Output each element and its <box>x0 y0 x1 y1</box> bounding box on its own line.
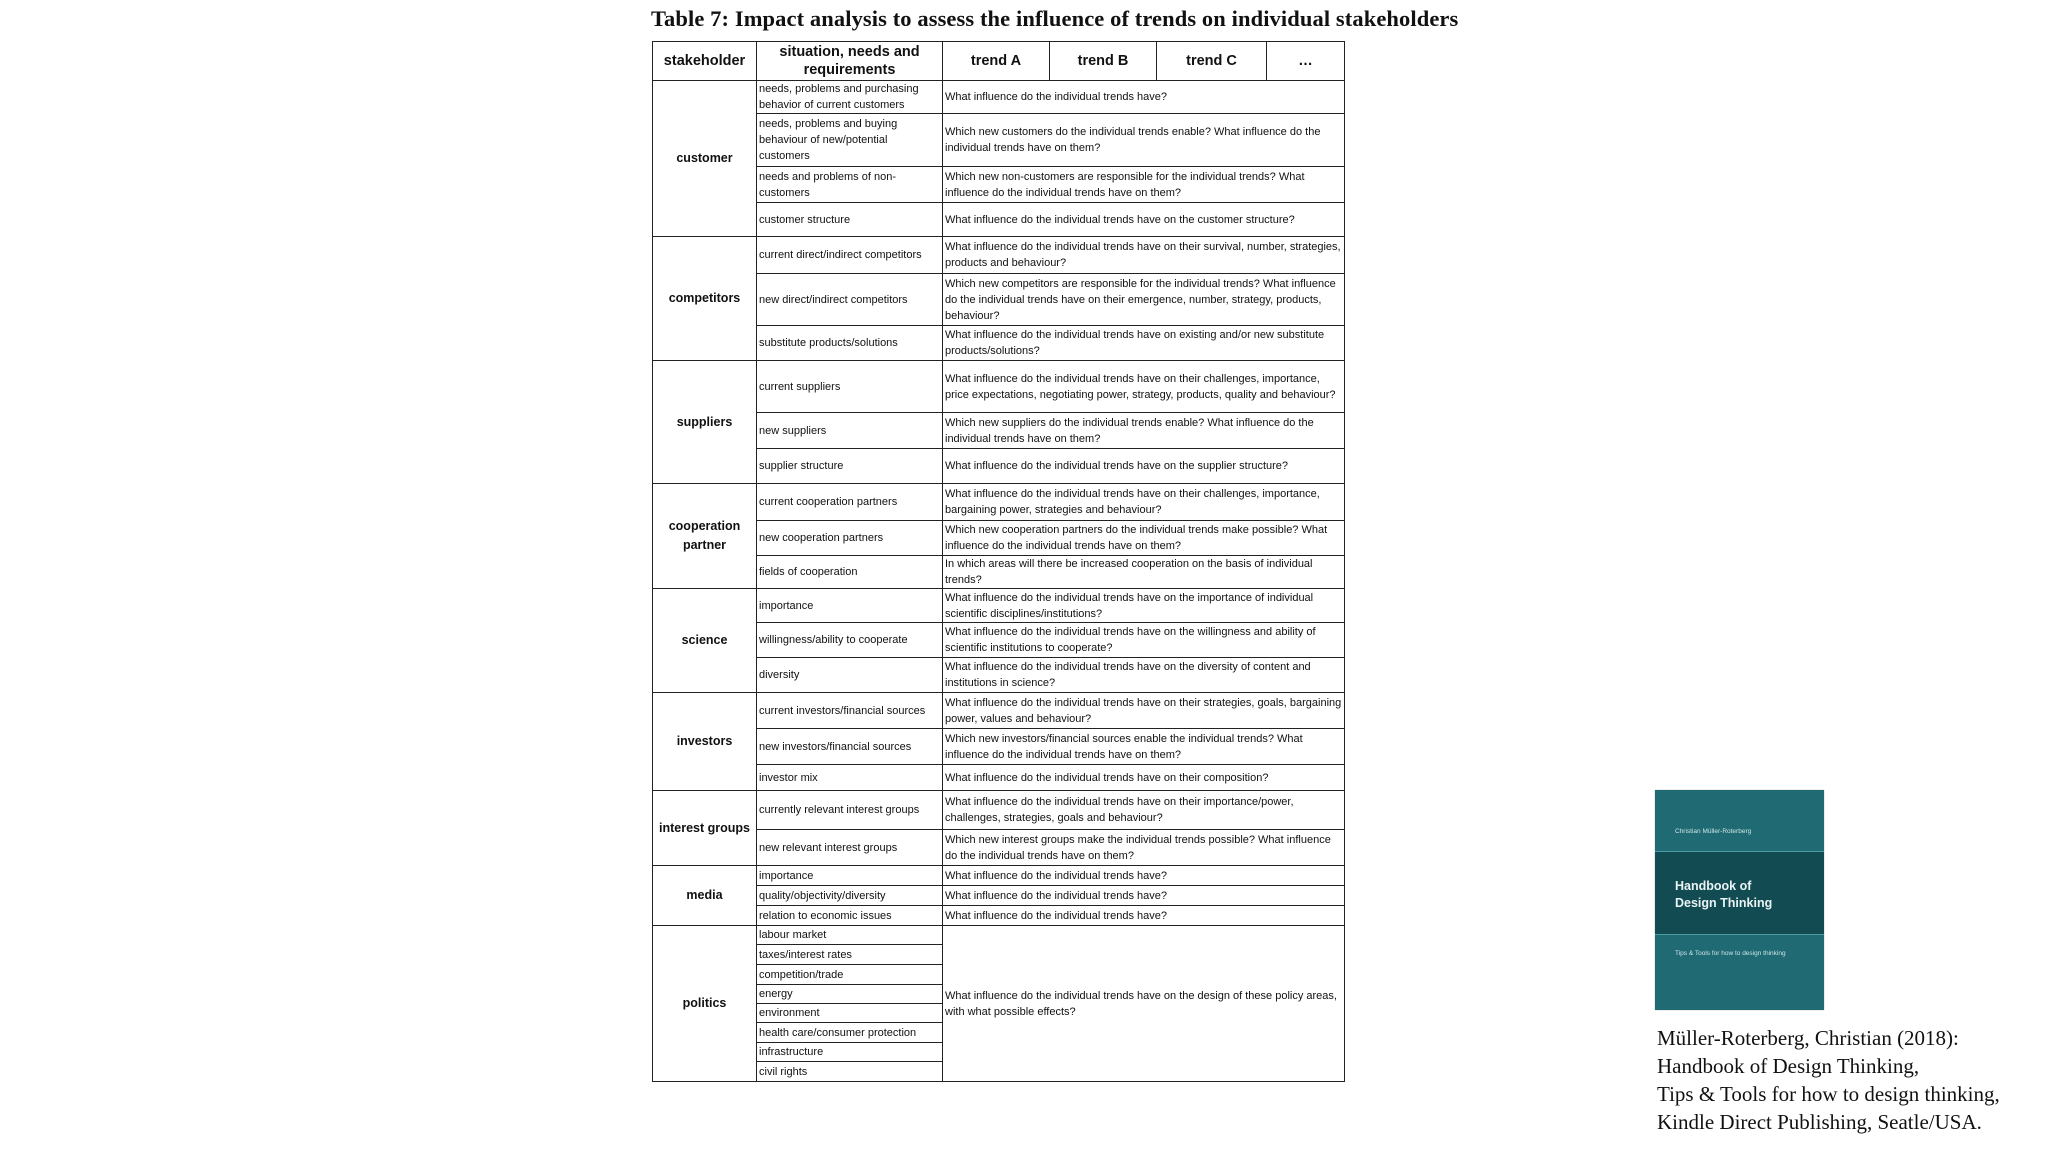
table-row <box>653 623 1345 658</box>
table-row <box>653 326 1345 361</box>
situation-cell: diversity <box>757 658 943 693</box>
question-cell: In which areas will there be increased cooperation on the basis of individual trends? <box>943 556 1345 589</box>
table-row <box>653 237 1345 274</box>
situation-cell: quality/objectivity/diversity <box>757 886 943 906</box>
table-body <box>653 81 1345 1082</box>
situation-cell: new direct/indirect competitors <box>757 274 943 326</box>
situation-cell: relation to economic issues <box>757 906 943 926</box>
question-cell: Which new non-customers are responsible for the individual trends? What influence do the individual trends have on them? <box>943 167 1345 203</box>
situation-cell: investor mix <box>757 765 943 791</box>
stakeholder-cell: interest groups <box>653 791 757 866</box>
situation-cell: current cooperation partners <box>757 484 943 521</box>
stakeholder-cell: cooperation partner <box>653 484 757 589</box>
header-trend-a: trend A <box>943 42 1050 81</box>
impact-analysis-table <box>652 41 1345 1082</box>
question-cell: What influence do the individual trends have? <box>943 886 1345 906</box>
stakeholder-cell: competitors <box>653 237 757 361</box>
header-row <box>653 42 1345 81</box>
table-row <box>653 413 1345 449</box>
situation-cell: current investors/financial sources <box>757 693 943 729</box>
table-row <box>653 765 1345 791</box>
book-subtitle: Tips & Tools for how to design thinking <box>1675 950 1786 957</box>
citation-line: Müller-Roterberg, Christian (2018): <box>1657 1026 1959 1050</box>
situation-cell: civil rights <box>757 1062 943 1082</box>
situation-cell: infrastructure <box>757 1043 943 1062</box>
situation-cell: taxes/interest rates <box>757 945 943 965</box>
table-row <box>653 729 1345 765</box>
stakeholder-cell: customer <box>653 81 757 237</box>
question-cell: What influence do the individual trends have on their challenges, importance, bargaining power, strategies and behaviour? <box>943 484 1345 521</box>
situation-cell: new relevant interest groups <box>757 830 943 866</box>
table-row <box>653 866 1345 886</box>
question-cell: What influence do the individual trends have on the diversity of content and institutions in science? <box>943 658 1345 693</box>
question-cell: What influence do the individual trends have on the supplier structure? <box>943 449 1345 484</box>
situation-cell: new investors/financial sources <box>757 729 943 765</box>
question-cell: What influence do the individual trends have on their challenges, importance, price expectations, negotiating power, strategy, products, quality and behaviour? <box>943 361 1345 413</box>
table-row <box>653 167 1345 203</box>
table-caption: Table 7: Impact analysis to assess the influence of trends on individual stakeholders <box>651 6 1459 31</box>
situation-cell: current suppliers <box>757 361 943 413</box>
book-author: Christian Müller-Roterberg <box>1675 828 1752 835</box>
situation-cell: importance <box>757 866 943 886</box>
header-trend-c: trend C <box>1157 42 1267 81</box>
table-row <box>653 274 1345 326</box>
question-cell: Which new interest groups make the individual trends possible? What influence do the individual trends have on them? <box>943 830 1345 866</box>
situation-cell: current direct/indirect competitors <box>757 237 943 274</box>
stakeholder-cell: science <box>653 589 757 693</box>
table-row <box>653 81 1345 114</box>
citation-line: Kindle Direct Publishing, Seatle/USA. <box>1657 1110 1982 1134</box>
table-row <box>653 203 1345 237</box>
question-cell: What influence do the individual trends have on their strategies, goals, bargaining power, values and behaviour? <box>943 693 1345 729</box>
table-row <box>653 556 1345 589</box>
table-row <box>653 830 1345 866</box>
header-situation: situation, needs and requirements <box>757 42 943 81</box>
question-cell: What influence do the individual trends have? <box>943 81 1345 114</box>
table-row <box>653 521 1345 556</box>
situation-cell: customer structure <box>757 203 943 237</box>
header-trend-b: trend B <box>1050 42 1157 81</box>
table-row <box>653 361 1345 413</box>
situation-cell: energy <box>757 985 943 1004</box>
citation-line: Handbook of Design Thinking, <box>1657 1054 1920 1078</box>
table-row <box>653 449 1345 484</box>
stakeholder-cell: suppliers <box>653 361 757 484</box>
table-row <box>653 906 1345 926</box>
question-cell: Which new cooperation partners do the individual trends make possible? What influence do the individual trends have on them? <box>943 521 1345 556</box>
situation-cell: labour market <box>757 926 943 945</box>
table-row <box>653 886 1345 906</box>
citation <box>1657 1024 2000 1136</box>
question-cell: What influence do the individual trends have on their survival, number, strategies, products and behaviour? <box>943 237 1345 274</box>
situation-cell: new suppliers <box>757 413 943 449</box>
question-cell: Which new competitors are responsible for the individual trends? What influence do the individual trends have on their emergence, number, strategy, products, behaviour? <box>943 274 1345 326</box>
situation-cell: willingness/ability to cooperate <box>757 623 943 658</box>
question-cell: What influence do the individual trends have on the willingness and ability of scientific institutions to cooperate? <box>943 623 1345 658</box>
situation-cell: substitute products/solutions <box>757 326 943 361</box>
situation-cell: supplier structure <box>757 449 943 484</box>
question-cell: What influence do the individual trends have? <box>943 906 1345 926</box>
question-cell: What influence do the individual trends have on their importance/power, challenges, strategies, goals and behaviour? <box>943 791 1345 830</box>
question-cell: What influence do the individual trends have on the customer structure? <box>943 203 1345 237</box>
table-row <box>653 658 1345 693</box>
situation-cell: new cooperation partners <box>757 521 943 556</box>
book-cover-image <box>1655 790 1824 1010</box>
situation-cell: needs and problems of non-customers <box>757 167 943 203</box>
situation-cell: environment <box>757 1004 943 1023</box>
question-cell: Which new investors/financial sources enable the individual trends? What influence do the individual trends have on them? <box>943 729 1345 765</box>
situation-cell: fields of cooperation <box>757 556 943 589</box>
table-row <box>653 589 1345 623</box>
question-cell: Which new suppliers do the individual trends enable? What influence do the individual trends have on them? <box>943 413 1345 449</box>
situation-cell: health care/consumer protection <box>757 1023 943 1043</box>
situation-cell: currently relevant interest groups <box>757 791 943 830</box>
question-cell: What influence do the individual trends have? <box>943 866 1345 886</box>
question-cell: What influence do the individual trends have on existing and/or new substitute products/solutions? <box>943 326 1345 361</box>
table-row <box>653 693 1345 729</box>
header-more: … <box>1267 42 1345 81</box>
table-row <box>653 791 1345 830</box>
situation-cell: needs, problems and purchasing behavior of current customers <box>757 81 943 114</box>
stakeholder-cell: media <box>653 866 757 926</box>
situation-cell: competition/trade <box>757 965 943 985</box>
stakeholder-cell: investors <box>653 693 757 791</box>
header-stakeholder: stakeholder <box>653 42 757 81</box>
question-cell: What influence do the individual trends have on the importance of individual scientific disciplines/institutions? <box>943 589 1345 623</box>
situation-cell: importance <box>757 589 943 623</box>
table-row <box>653 484 1345 521</box>
question-cell: Which new customers do the individual trends enable? What influence do the individual trends have on them? <box>943 114 1345 167</box>
table-row <box>653 926 1345 945</box>
situation-cell: needs, problems and buying behaviour of new/potential customers <box>757 114 943 167</box>
book-title: Handbook of Design Thinking <box>1675 879 1773 910</box>
stakeholder-cell: politics <box>653 926 757 1082</box>
question-cell: What influence do the individual trends have on their composition? <box>943 765 1345 791</box>
citation-line: Tips & Tools for how to design thinking, <box>1657 1082 2000 1106</box>
question-cell: What influence do the individual trends have on the design of these policy areas, with what possible effects? <box>943 926 1345 1082</box>
table-row <box>653 114 1345 167</box>
